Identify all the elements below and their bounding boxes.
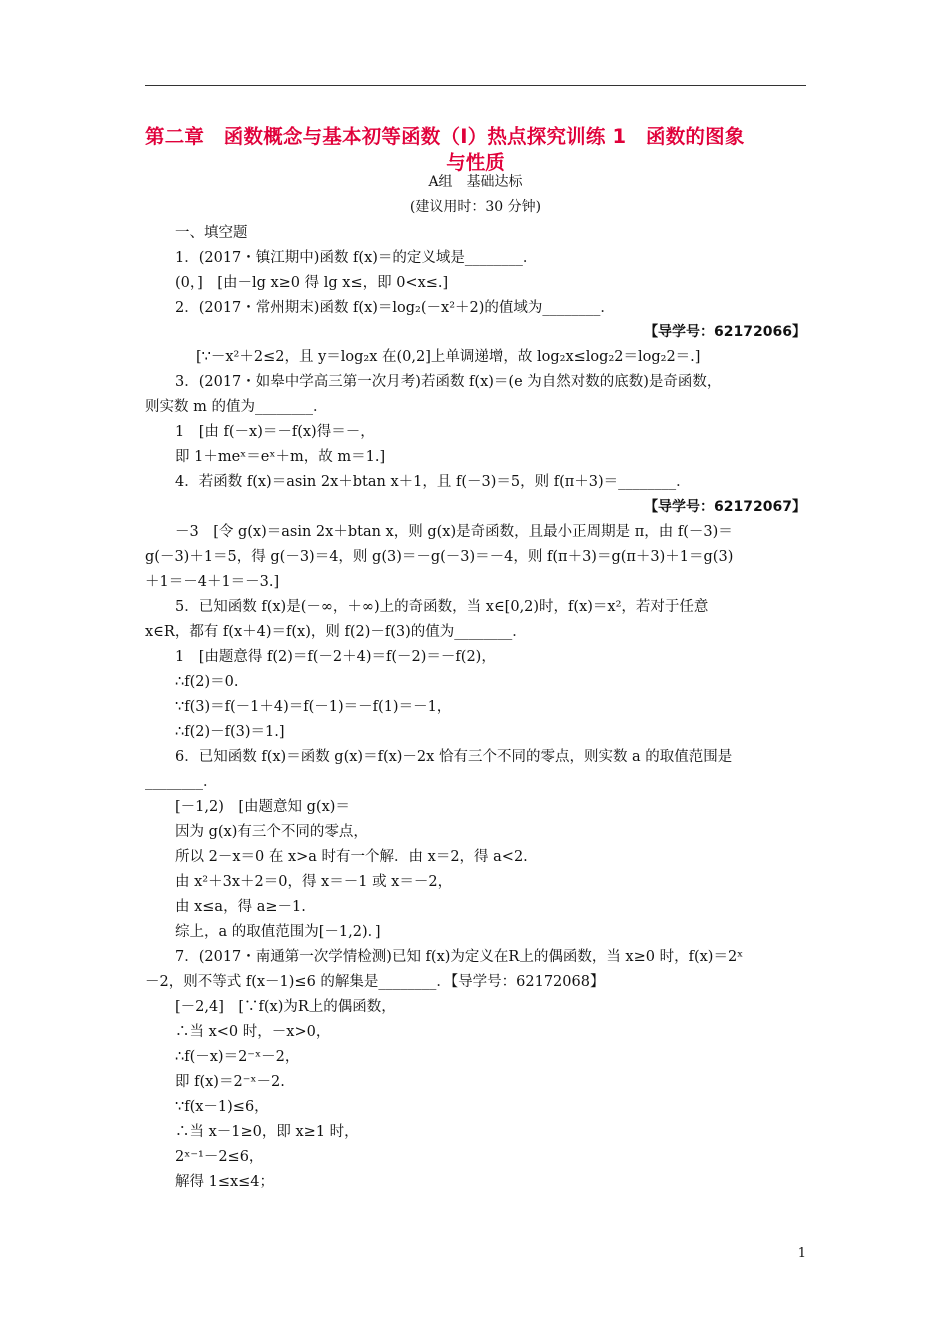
text-line: 因为 g(x)有三个不同的零点， bbox=[175, 824, 368, 840]
text-line: [－1,2) [由题意知 g(x)＝ bbox=[175, 799, 350, 815]
text-line: [－2,4] [∵f(x)为R上的偶函数， bbox=[175, 999, 396, 1015]
text-line: 即 f(x)＝2⁻ˣ－2. bbox=[175, 1074, 285, 1090]
text-line: ∴f(2)＝0. bbox=[175, 674, 239, 690]
text-line: －3 [令 g(x)＝asin 2x＋btan x，则 g(x)是奇函数，且最小正周期是 π，由 f(－3)＝ bbox=[175, 524, 733, 540]
text-line: 7．(2017・南通第一次学情检测)已知 f(x)为定义在R上的偶函数，当 x≥0 时，f(x)＝2ˣ bbox=[175, 949, 744, 965]
text-line: 6．已知函数 f(x)＝函数 g(x)＝f(x)－2x 恰有三个不同的零点，则实数 a 的取值范围是 bbox=[175, 749, 733, 765]
text-line: ∴当 x－1≥0，即 x≥1 时， bbox=[175, 1124, 359, 1140]
text-line: 4．若函数 f(x)＝asin 2x＋btan x＋1，且 f(－3)＝5，则 f(π＋3)＝________． bbox=[175, 474, 691, 490]
text-line: 则实数 m 的值为________． bbox=[145, 399, 328, 415]
title-line-2: 与性质 bbox=[446, 151, 505, 174]
time-note: (建议用时：30 分钟) bbox=[409, 199, 542, 215]
text-line: ∴当 x<0 时，－x>0， bbox=[175, 1024, 331, 1040]
text-line: 综上，a 的取值范围为[－1,2)．] bbox=[175, 924, 381, 940]
group-heading: A组 基础达标 bbox=[428, 174, 523, 190]
guide-number-ref: 【导学号：62172067】 bbox=[644, 499, 806, 515]
text-line: [∵－x²＋2≤2，且 y＝log₂x 在(0,2]上单调递增，故 log₂x≤log₂2＝log₂2＝.] bbox=[196, 349, 701, 365]
text-line: ∴f(－x)＝2⁻ˣ－2， bbox=[175, 1049, 300, 1065]
text-line: ∴f(2)－f(3)＝1.] bbox=[175, 724, 285, 740]
text-line: x∈R，都有 f(x＋4)＝f(x)，则 f(2)－f(3)的值为________． bbox=[145, 624, 527, 640]
text-line: ＋1＝－4＋1＝－3.] bbox=[145, 574, 280, 590]
text-line: 由 x²＋3x＋2＝0，得 x＝－1 或 x＝－2， bbox=[175, 874, 453, 890]
header-rule bbox=[145, 85, 806, 86]
page-number: 1 bbox=[797, 1246, 806, 1261]
text-line: 一、填空题 bbox=[175, 225, 248, 241]
text-line: －2，则不等式 f(x－1)≤6 的解集是________．【导学号：62172068】 bbox=[145, 974, 605, 990]
text-line: 2．(2017・常州期末)函数 f(x)＝log₂(－x²＋2)的值域为________． bbox=[175, 300, 615, 316]
text-line: 1 [由 f(－x)＝－f(x)得＝－， bbox=[175, 424, 375, 440]
text-line: 解得 1≤x≤4； bbox=[175, 1174, 275, 1190]
text-line: ________． bbox=[145, 774, 218, 790]
guide-number-ref: 【导学号：62172066】 bbox=[644, 324, 806, 340]
text-line: 由 x≤a，得 a≥－1. bbox=[175, 899, 306, 915]
text-line: 2ˣ⁻¹－2≤6， bbox=[175, 1149, 264, 1165]
page-title bbox=[145, 124, 806, 176]
text-line: 3．(2017・如皋中学高三第一次月考)若函数 f(x)＝(e 为自然对数的底数)是奇函数， bbox=[175, 374, 722, 390]
text-line: 即 1＋meˣ＝eˣ＋m，故 m＝1.] bbox=[175, 449, 386, 465]
text-line: 1 [由题意得 f(2)＝f(－2＋4)＝f(－2)＝－f(2)， bbox=[175, 649, 496, 665]
text-line: (0，] [由－lg x≥0 得 lg x≤，即 0<x≤.] bbox=[175, 275, 449, 291]
text-line: 1．(2017・镇江期中)函数 f(x)＝的定义域是________． bbox=[175, 250, 538, 266]
text-line: g(－3)＋1＝5，得 g(－3)＝4，则 g(3)＝－g(－3)＝－4，则 f(π＋3)＝g(π＋3)＋1＝g(3) bbox=[145, 549, 734, 565]
text-line: 5．已知函数 f(x)是(－∞，＋∞)上的奇函数，当 x∈[0,2)时，f(x)＝x²，若对于任意 bbox=[175, 599, 709, 615]
title-line-1: 第二章 函数概念与基本初等函数（Ⅰ）热点探究训练 1 函数的图象 bbox=[145, 125, 745, 148]
text-line: ∵f(3)＝f(－1＋4)＝f(－1)＝－f(1)＝－1， bbox=[175, 699, 452, 715]
text-line: ∵f(x－1)≤6， bbox=[175, 1099, 269, 1115]
text-line: 所以 2－x＝0 在 x>a 时有一个解．由 x＝2，得 a<2. bbox=[175, 849, 528, 865]
